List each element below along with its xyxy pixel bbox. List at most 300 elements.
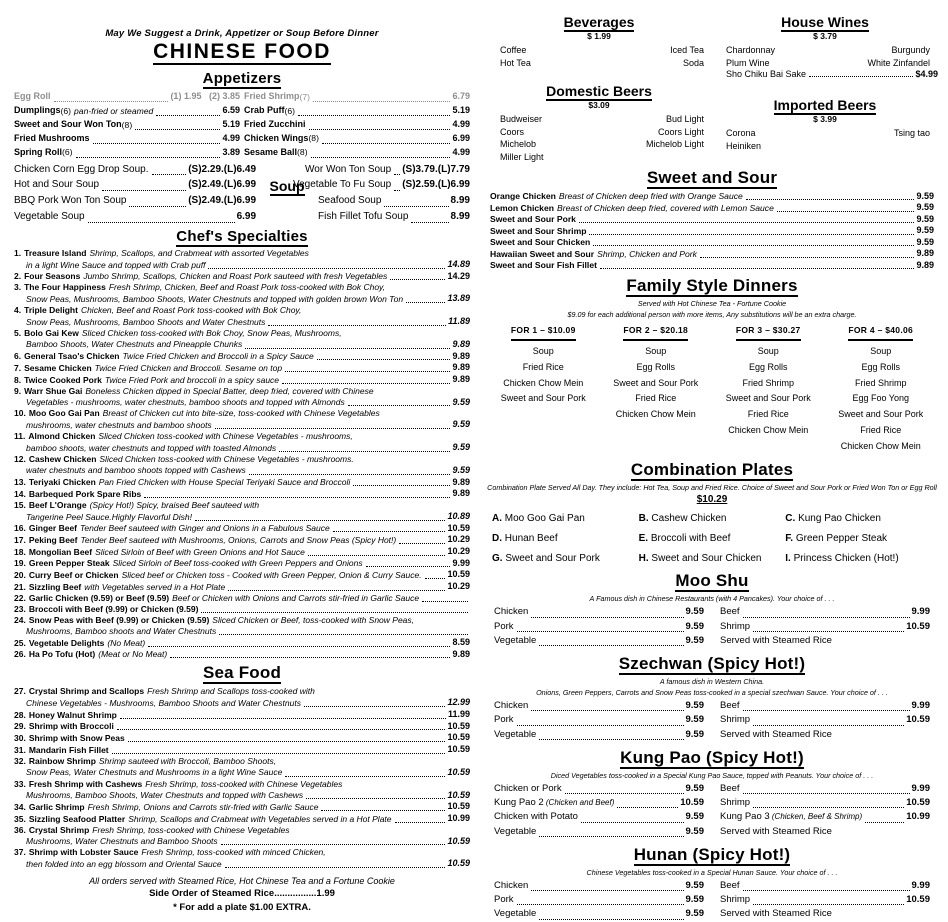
combination-item [639,529,786,549]
menu-item-price: 12.99 [447,697,470,708]
menu-item-line [14,523,470,535]
domestic-beers-heading-text: Domestic Beers [546,83,652,100]
menu-item [14,637,470,649]
kung-pao-sub: (Chicken, Beef & Shrimp) [769,812,863,822]
appetizers-left-list [14,90,244,160]
domestic-beers-block [486,83,712,163]
dots [384,205,448,207]
appetizers-right-list [244,90,470,160]
sweet-sour-price: 9.59 [916,225,934,236]
sweet-sour-row [490,214,934,226]
menu-item-name: Moo Goo Gai Pan [28,408,100,419]
house-wines-heading [712,14,938,30]
menu-item-line-2 [14,419,470,431]
menu-item-number: 3. [14,282,22,293]
menu-item [14,374,470,386]
soup-heading-text: Soup [269,177,305,194]
seafood-heading [14,663,470,683]
soup-row [14,162,256,178]
soup-row [292,177,470,193]
dots [743,889,910,891]
menu-item-line [14,847,470,858]
menu-item [14,488,470,500]
sweet-sour-price: 9.89 [916,248,934,259]
menu-item-line [14,593,470,604]
hunan-heading [486,845,938,865]
family-heading [486,276,938,296]
menu-item-price: 10.59 [447,744,470,755]
appetizer-row [14,104,240,118]
menu-item-number: 34. [14,801,26,812]
combination-name: Cashew Chicken [651,513,727,525]
menu-item [14,431,470,454]
hunan-left [486,879,712,922]
appetizer-name: Sesame Ball [244,146,298,157]
appetizer-row [244,104,470,118]
kung-pao-name: Shrimp [720,797,751,809]
menu-item-number: 4. [14,305,22,316]
menu-item-desc: Breast of Chicken cut into bite-size, toss-cooked with Chinese Vegetables [102,408,380,419]
szechwan-note-2: Onions, Green Peppers, Carrots and Snow Peas toss-cooked in a special szechwan Sauce. Your choice of . . . [536,688,888,698]
menu-item-desc: Fresh Shrimp, Onions and Carrots stir-fried with Garlic Sauce [87,801,319,812]
soup-row [318,209,470,225]
sweet-sour-row [490,202,934,214]
menu-item-name: Barbequed Pork Spare Ribs [28,488,142,499]
menu-item-name: Vegetable Delights [28,637,105,648]
imported-beers-block [712,83,938,163]
menu-item-number: 13. [14,477,26,488]
kung-pao-name: Kung Pao 3 (Chicken, Beef & Shrimp) [720,811,863,823]
kung-pao-left [486,782,712,839]
menu-item-name: Shrimp with Lobster Sauce [28,847,139,858]
menu-item-desc-cont: Mushrooms, Bamboo shoots and Water Chestnuts [26,625,217,636]
menu-item-price: 9.59 [452,419,470,430]
sweet-sour-row [490,248,934,260]
dots [311,156,451,158]
dish-row [494,893,704,907]
soup-price: (S)2.49.(L)6.99 [188,179,257,191]
kung-pao-price: 9.59 [685,811,704,823]
sweet-sour-heading-text: Sweet and Sour [646,167,778,187]
dots [333,530,446,532]
menu-item-line [14,305,470,316]
szechwan-name: Beef [720,700,740,712]
menu-item-number: 10. [14,408,26,419]
menu-item-price: 10.29 [447,581,470,592]
combination-name: Hunan Beef [504,533,558,545]
dots [322,142,451,144]
domestic-beer-item: Michelob [500,139,537,150]
appetizer-name: Fried Mushrooms [14,132,90,143]
sweet-sour-name: Sweet and Sour Shrimp [490,225,587,236]
dots [249,473,451,475]
menu-item-line-2 [14,697,470,709]
combination-letter: E. [638,533,651,545]
soup-price: (S)2.59.(L)6.99 [402,179,470,191]
dots [565,792,684,794]
menu-item-line [14,546,470,558]
menu-item-desc-cont: Snow Peas, Mushrooms, Bamboo Shoots, Water Chestnuts and topped with golden brown Won Ton [26,293,404,304]
combination-name: Sweet and Sour Pork [505,553,600,565]
menu-item-desc-cont: bamboo shoots, water chestnuts and topped with toasted Almonds [26,442,277,453]
beverages-heading-text: Beverages [563,14,635,30]
drinks-row-1 [486,14,938,79]
menu-item-number: 19. [14,558,26,569]
family-column [602,323,709,454]
domestic-beers-heading [486,83,712,99]
combination-item [785,529,932,549]
menu-item-number: 17. [14,534,26,545]
dots [743,616,910,618]
dots [93,142,221,144]
drinks-row-2 [486,83,938,163]
kung-pao-price: 10.59 [906,797,930,809]
combination-heading-text: Combination Plates [630,460,794,480]
menu-item-desc: Shrimp sauteed with Broccoli, Bamboo Shoots, [98,755,277,766]
menu-item [14,569,470,581]
menu-item-number: 33. [14,778,26,789]
wine-item: Plum Wine [726,57,770,68]
sweet-sour-price: 9.59 [916,236,934,247]
menu-item-desc: (Meat or No Meat) [98,649,168,660]
side-rice-label: Side Order of Steamed Rice [149,888,275,900]
dots [753,903,904,905]
menu-item-name: Mandarin Fish Fillet [28,744,109,755]
house-wines-price: $ 3.79 [813,31,837,41]
menu-item-price: 11.99 [447,709,470,720]
soup-left-list [14,162,256,225]
menu-item-name: Rainbow Shrimp [28,755,96,766]
family-column [490,323,597,454]
dots [144,496,450,498]
specialties-heading-text: Chef's Specialties [176,227,308,245]
menu-item-name: Broccoli with Beef (9.99) or Chicken (9.59) [28,603,199,614]
menu-item-price: 9.89 [452,476,470,487]
family-item: Fried Rice [522,361,564,372]
soup-name: Vegetable Soup [14,211,85,223]
menu-item-number: 20. [14,570,26,580]
szechwan-name: Pork [494,714,514,726]
menu-item-number: 25. [14,637,26,648]
family-item: Fried Rice [860,424,902,435]
menu-item-name: Mongolian Beef [28,546,93,557]
szechwan-name: Vegetable [494,728,537,740]
moo-shu-price: 9.59 [685,620,704,632]
imported-beers-heading [712,97,938,113]
soup-name: Hot and Sour Soup [14,179,100,191]
menu-item [14,721,470,733]
beverages-heading [486,14,712,30]
family-item: Egg Foo Yong [852,393,909,404]
combination-note: Combination Plate Served All Day. They include: Hot Tea, Soup and Fried Rice. Choice of Sweet and Sour Pork or Fried Won Ton or Egg Roll [487,483,937,493]
menu-item [14,386,470,409]
menu-item-number: 7. [14,362,22,373]
menu-item-line-2 [14,442,470,454]
dots [298,114,450,116]
kung-pao-heading-text: Kung Pao (Spicy Hot!) [620,747,804,767]
menu-item-line [14,408,470,419]
house-wines-left [712,44,838,69]
sweet-sour-desc: Breast of Chicken deep fried with Orange Sauce [558,191,743,202]
menu-item-desc: Chicken, Beef and Roast Pork toss-cooked with Bok Choy, [80,305,302,316]
sweet-sour-name: Sweet and Sour Fish Fillet [490,260,597,271]
sweet-sour-row [490,191,934,203]
beverages-block [486,14,712,79]
menu-item-name: The Four Happiness [24,282,106,293]
dots [321,809,445,811]
combination-letter: F. [785,533,796,545]
dots [268,324,446,326]
appetizer-price: 6.79 [452,91,470,101]
appetizer-name: Crab Puff [244,104,285,115]
menu-item-number: 27. [14,686,26,697]
combination-item [492,529,639,549]
menu-item-line-2 [14,293,470,305]
family-column [715,323,822,454]
menu-item-desc-cont: Tangerine Peel Sauce.Highly Flavorful Dish! [26,511,192,522]
menu-item-line-2 [14,767,470,779]
dots [539,918,683,920]
footer-note-1: All orders served with Steamed Rice, Hot Chinese Tea and a Fortune Cookie [89,876,395,887]
dish-row [720,810,930,824]
menu-item-price: 9.89 [452,338,470,349]
family-columns [486,323,938,454]
menu-item-line [14,374,470,386]
appetizer-qty: (6) [284,105,296,116]
menu-item-line [14,756,470,767]
family-item: Chicken Chow Mein [728,424,809,435]
menu-item-desc: Sliced Sirloin of Beef with Green Onions and Hot Sauce [95,546,305,557]
menu-item-price: 9.89 [452,362,470,373]
menu-item [14,534,470,546]
menu-item [14,686,470,709]
dots [753,724,904,726]
menu-item-line [14,825,470,836]
moo-shu-left [486,605,712,648]
dots [225,866,446,868]
menu-item-line [14,615,470,626]
menu-item-desc: Fresh Shrimp, toss-cooked with Chinese Vegetables [145,778,343,789]
menu-item-name: Crystal Shrimp [28,824,90,835]
menu-item-desc: Tender Beef sauteed with Ginger and Onions in a Fabulous Sauce [80,523,330,534]
menu-item-name: Twice Cooked Pork [24,374,102,385]
dots [285,370,450,372]
menu-item-desc: Jumbo Shrimp, Scallops, Chicken and Roast Pork sauteed with fresh Vegetables [83,271,388,282]
menu-item-name: Sizzling Beef [28,581,82,592]
menu-item [14,825,470,848]
menu-item-line [14,581,470,593]
appetizer-price: 4.99 [222,132,240,143]
menu-item-number: 15. [14,499,26,510]
szechwan-heading-text: Szechwan (Spicy Hot!) [618,654,806,674]
hunan-price: 9.59 [685,879,704,891]
menu-item-number: 37. [14,847,26,858]
dish-row [720,699,930,713]
soup-block [14,162,470,225]
dish-row [494,782,704,796]
dots [201,611,468,613]
menu-item-number: 1. [14,247,22,258]
dots [304,705,445,707]
menu-item-line [14,248,470,259]
wine-item: White Zinfandel [867,57,930,68]
combination-item [785,549,932,569]
soup-name: Vegetable To Fu Soup [292,179,392,191]
menu-item-line [14,801,470,813]
menu-item-line [14,500,470,511]
wine-item: Burgundy [891,45,930,55]
menu-item-price: 9.89 [452,488,470,499]
menu-item-price: 11.89 [448,316,470,327]
menu-item [14,649,470,661]
family-item: Egg Rolls [748,361,788,372]
menu-item-desc: Twice Fried Chicken and Broccoli. Sesame on top [94,362,283,373]
menu-item-name: Shrimp with Snow Peas [28,733,125,744]
appetizer-price-2: (2) 3.85 [201,91,240,101]
appetizer-price: 4.99 [452,146,470,157]
kung-pao-price: 10.59 [680,797,704,809]
dots [406,301,445,303]
kung-pao-right [712,782,938,839]
menu-item-price: 9.59 [452,464,470,475]
menu-item-price: 10.59 [447,732,470,743]
combination-letter: C. [785,513,799,525]
dots [390,278,445,280]
kung-pao-price: 9.99 [911,782,930,794]
menu-item-desc: Boneless Chicken dipped in Special Batter, deep fried, covered with Chinese [85,385,374,396]
moo-shu-price: 9.59 [685,606,704,618]
menu-item-number: 30. [14,733,26,744]
dish-row [720,620,930,634]
combination-item [639,549,786,569]
side-rice-price: 1.99 [316,888,335,900]
dots [117,728,446,730]
sweet-sour-price: 9.89 [916,259,934,270]
dots [152,173,187,175]
menu-item [14,248,470,271]
dish-row [494,728,704,742]
menu-item-price: 8.59 [452,636,470,647]
szechwan-price: 10.59 [906,714,930,726]
imported-beer-item: Tsing tao [893,128,930,139]
menu-item-line [14,558,470,570]
dots [282,382,450,384]
menu-item-line [14,721,470,733]
dish-row [494,634,704,648]
menu-item-price: 10.29 [447,534,470,545]
menu-item-number: 12. [14,453,26,464]
appetizers-block [14,90,470,160]
dish-row [494,907,704,921]
menu-item-name: Honey Walnut Shrimp [28,709,117,720]
dots [170,656,450,658]
combination-letter: I. [785,553,794,565]
menu-item-desc-cont: Mushrooms, Bamboo Shoots, Water Chestnuts and topped with Cashews [26,790,304,801]
menu-item-number: 36. [14,824,26,835]
menu-item-line-2 [14,511,470,523]
szechwan-note-1: A famous dish in Western China. [659,677,765,687]
szechwan-name: Chicken [494,700,529,712]
family-item: Sweet and Sour Pork [500,393,586,404]
menu-item-name: Garlic Chicken (9.59) or Beef (9.59) [28,592,170,603]
menu-item-price: 14.89 [447,258,470,269]
menu-item-price: 10.59 [447,720,470,731]
menu-item [14,604,470,615]
soup-price: 8.99 [450,211,470,223]
sweet-sour-price: 9.59 [916,213,934,224]
dots [517,903,684,905]
dots [348,404,451,406]
menu-item-desc: Fresh Shrimp, toss-cooked with Chinese Vegetables [92,824,290,835]
kung-pao-served: Served with Steamed Rice [720,825,832,837]
menu-item-name: Cashew Chicken [28,453,97,464]
menu-item-line [14,604,470,615]
menu-item-desc-cont: in a light Wine Sauce and topped with Crab puff [26,259,206,270]
szechwan-prices [486,699,938,742]
dots [753,630,904,632]
menu-item-line [14,569,470,581]
imported-beers-right [838,127,938,152]
soup-name: Wor Won Ton Soup [305,163,392,175]
dots [366,565,451,567]
menu-item-number: 5. [14,327,22,338]
sake-price: $4.99 [915,69,938,80]
szechwan-name: Shrimp [720,714,751,726]
menu-item [14,351,470,363]
imported-beers-grid [712,127,938,152]
dots [245,347,450,349]
kung-pao-price: 9.59 [685,782,704,794]
menu-item-desc: Sliced beef or Chicken toss - Cooked with Green Pepper, Onion & Curry Sauce. [121,570,422,580]
appetizer-row [14,90,240,104]
menu-item-number: 18. [14,546,26,557]
family-item: Chicken Chow Mein [503,377,584,388]
beverages-grid [486,44,712,69]
combination-price: $10.29 [696,494,728,506]
dots [313,100,450,102]
menu-item [14,801,470,813]
szechwan-price: 9.59 [685,700,704,712]
domestic-beers-left [486,113,612,163]
suggest-line: May We Suggest a Drink, Appetizer or Soup Before Dinner [105,28,379,39]
moo-shu-right [712,605,938,648]
page-title-text: CHINESE FOOD [153,40,331,63]
menu-item-price: 10.29 [447,545,470,556]
appetizer-qty: (6) [62,147,73,158]
combination-item [492,549,639,569]
family-item: Egg Rolls [636,361,676,372]
menu-item [14,756,470,779]
moo-shu-name: Vegetable [494,634,537,646]
appetizer-qty: (8) [297,147,308,158]
soup-name: Fish Fillet Tofu Soup [318,211,409,223]
menu-item-name: Peking Beef [28,534,78,545]
appetizer-price: 5.19 [222,118,240,129]
menu-item-price: 9.99 [452,557,470,568]
szechwan-served: Served with Steamed Rice [720,728,832,740]
menu-item-name: Sesame Chicken [24,362,92,373]
family-item: Sweet and Sour Pork [725,393,811,404]
dots [394,173,400,175]
menu-item-desc-cont: Chinese Vegetables - Mushrooms, Bamboo Shoots and Water Chestnuts [26,697,301,708]
dots [221,843,446,845]
menu-item-line [14,328,470,339]
soup-row [14,177,256,193]
menu-item [14,615,470,637]
imported-beers-heading-text: Imported Beers [773,97,877,114]
dots [865,821,904,823]
dots [215,427,451,429]
